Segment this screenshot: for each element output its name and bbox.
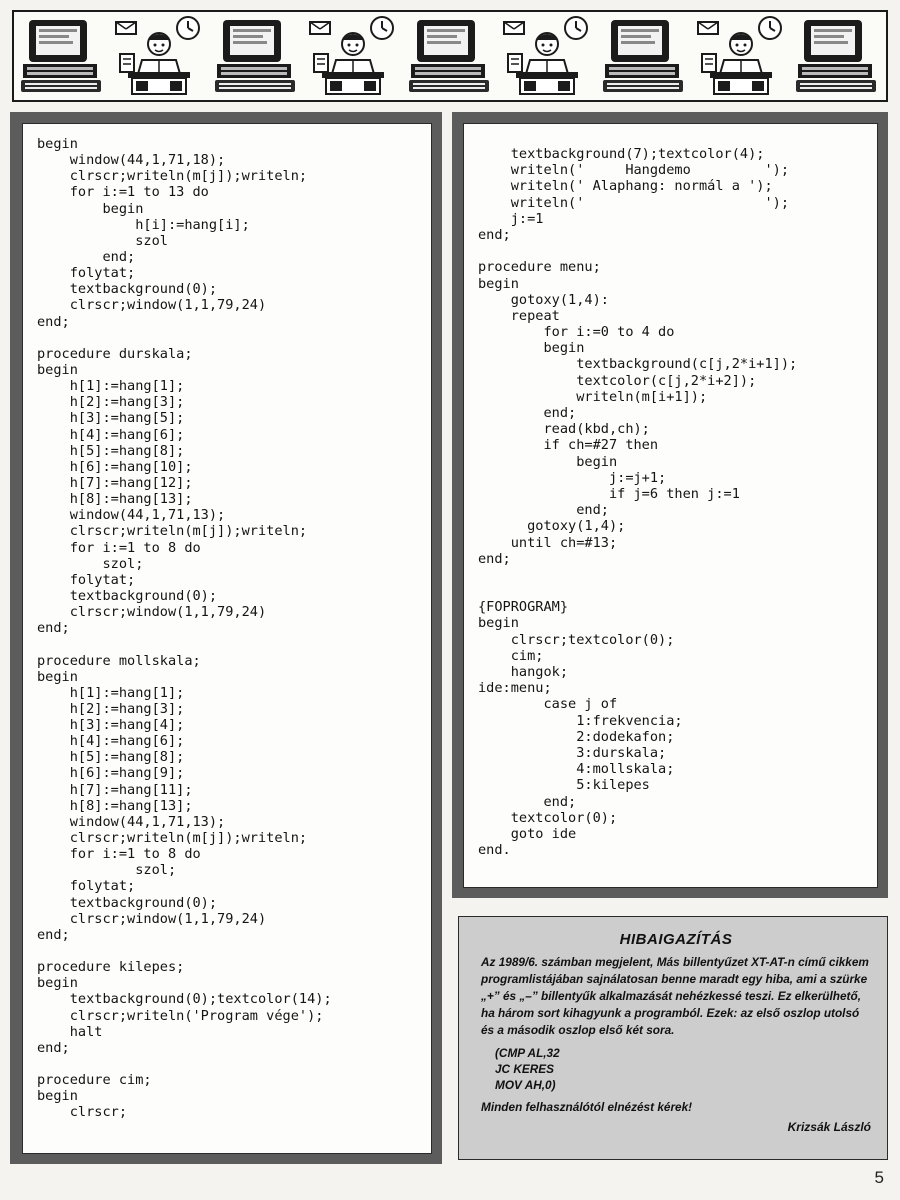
clerk-icon <box>696 14 786 98</box>
code-line: clrscr;window(1,1,79,24) <box>37 297 267 314</box>
clerk-icon <box>502 14 592 98</box>
code-line: gotoxy(1,4); <box>478 518 626 535</box>
code-line: end; <box>37 1039 70 1056</box>
notice-code-line: MOV AH,0) <box>495 1078 556 1092</box>
code-line: for i:=1 to 8 do <box>37 539 201 556</box>
code-line: end; <box>37 620 70 637</box>
code-line: szol; <box>37 555 144 572</box>
notice-body: Az 1989/6. számban megjelent, Más billentyűzet XT-AT-n című cikkem programlistájában sajnálatosan benne maradt egy hiba, ami a szürke „+” és „–” billentyűk alkalmazását nehézkessé teszi. Ez elkerülhető, ha három sort kihagyunk a programból. Ezek: az első oszlop utolsó és a második oszlop első két sora. <box>481 955 869 1037</box>
code-line: procedure kilepes; <box>37 959 185 976</box>
code-line: window(44,1,71,13); <box>37 507 226 524</box>
code-line: begin <box>37 136 78 152</box>
code-frame-left <box>10 112 442 1164</box>
code-listing-right <box>463 123 878 888</box>
notice-title: HIBAIGAZÍTÁS <box>619 931 733 948</box>
code-line: hangok; <box>478 664 569 680</box>
notice-code-line: JC KERES <box>495 1062 555 1076</box>
code-line: {FOPROGRAM} <box>478 599 569 616</box>
code-line: h[8]:=hang[13]; <box>37 797 193 814</box>
code-line: procedure mollskala; <box>37 652 201 669</box>
code-line: end; <box>37 313 70 330</box>
code-line: procedure durskala; <box>37 345 193 362</box>
code-line: begin <box>37 200 144 217</box>
code-line: end; <box>37 926 70 943</box>
code-listing-left <box>22 123 432 1154</box>
code-line <box>478 583 871 599</box>
code-line: j:=j+1; <box>478 469 667 486</box>
code-line: j:=1 <box>478 210 544 227</box>
code-line: writeln(' Hangdemo '); <box>478 162 789 179</box>
code-line: folytat; <box>37 878 136 895</box>
code-line: clrscr;window(1,1,79,24) <box>37 910 267 927</box>
code-line: begin <box>478 275 519 292</box>
code-line: end; <box>478 550 511 567</box>
notice-apology: Minden felhasználótól elnézést kérek! <box>481 1100 693 1114</box>
code-line: if j=6 then j:=1 <box>478 485 740 502</box>
code-line: clrscr;writeln(m[j]);writeln; <box>37 523 308 540</box>
code-line: begin <box>37 668 78 685</box>
code-line: h[8]:=hang[13]; <box>37 491 193 508</box>
code-line: end; <box>478 405 577 421</box>
code-line <box>37 636 425 652</box>
code-line <box>478 243 871 259</box>
clerk-icon <box>114 14 204 98</box>
code-line: clrscr;window(1,1,79,24) <box>37 604 267 621</box>
code-line: h[5]:=hang[8]; <box>37 442 185 459</box>
code-line: end. <box>478 842 511 859</box>
computer-icon <box>405 14 495 98</box>
code-line: for i:=1 to 13 do <box>37 184 209 201</box>
code-line: clrscr;writeln(m[j]);writeln; <box>37 830 308 847</box>
code-line: h[2]:=hang[3]; <box>37 394 185 411</box>
code-line: clrscr;writeln('Program vége'); <box>37 1007 324 1024</box>
notice-code <box>495 1045 871 1093</box>
code-line: writeln(' Alaphang: normál a '); <box>478 178 773 195</box>
code-line: textbackground(0);textcolor(14); <box>37 991 332 1008</box>
code-line: folytat; <box>37 265 136 282</box>
code-line: 5:kilepes <box>478 777 650 794</box>
code-line: procedure cim; <box>37 1072 152 1089</box>
code-line: 2:dodekafon; <box>478 728 675 745</box>
code-line: 3:durskala; <box>478 744 667 761</box>
code-line: end; <box>37 248 136 265</box>
code-line: writeln(' '); <box>478 194 789 211</box>
code-line: begin <box>37 361 78 378</box>
code-line: h[1]:=hang[1]; <box>37 684 185 701</box>
code-line: textcolor(0); <box>478 809 618 826</box>
code-line: repeat <box>478 307 560 324</box>
code-line: h[4]:=hang[6]; <box>37 733 185 750</box>
code-line: clrscr;writeln(m[j]);writeln; <box>37 168 308 185</box>
computer-icon <box>17 14 107 98</box>
code-line: clrscr;textcolor(0); <box>478 631 675 648</box>
code-line <box>37 1056 425 1072</box>
code-line: case j of <box>478 696 618 713</box>
code-line: procedure menu; <box>478 259 601 276</box>
computer-icon <box>599 14 689 98</box>
code-line: cim; <box>478 647 544 664</box>
code-line: textbackground(c[j,2*i+1]); <box>478 356 798 373</box>
code-line: textbackground(0); <box>37 894 218 911</box>
code-line: 1:frekvencia; <box>478 712 683 729</box>
code-line <box>37 330 425 346</box>
code-line: 4:mollskala; <box>478 761 675 778</box>
computer-icon <box>211 14 301 98</box>
code-line: end; <box>478 793 577 810</box>
code-line: for i:=1 to 8 do <box>37 846 201 863</box>
code-line: h[4]:=hang[6]; <box>37 426 185 443</box>
code-line: begin <box>478 453 618 470</box>
code-line: for i:=0 to 4 do <box>478 324 675 341</box>
code-line: read(kbd,ch); <box>478 421 650 438</box>
code-frame-right <box>452 112 888 898</box>
code-line: h[1]:=hang[1]; <box>37 378 185 395</box>
code-line: writeln(m[i+1]); <box>478 388 708 405</box>
code-line: end; <box>478 226 511 243</box>
code-line: ide:menu; <box>478 680 552 697</box>
code-line: textbackground(7);textcolor(4); <box>478 146 765 162</box>
code-line: textbackground(0); <box>37 281 218 298</box>
notice-author: Krizsák László <box>787 1120 871 1134</box>
code-line <box>37 943 425 959</box>
code-line: szol <box>37 232 168 249</box>
code-line: h[6]:=hang[10]; <box>37 458 193 475</box>
code-line: h[5]:=hang[8]; <box>37 749 185 766</box>
code-line: goto ide <box>478 825 577 842</box>
header-banner <box>12 10 888 102</box>
code-line: window(44,1,71,18); <box>37 152 226 169</box>
page-number: 5 <box>874 1168 884 1187</box>
code-line: if ch=#27 then <box>478 437 659 454</box>
clerk-icon <box>308 14 398 98</box>
code-line: gotoxy(1,4): <box>478 291 609 308</box>
computer-icon <box>792 14 882 98</box>
code-line: h[i]:=hang[i]; <box>37 216 250 233</box>
code-line: begin <box>37 975 78 992</box>
code-line: begin <box>478 340 585 357</box>
code-line: clrscr; <box>37 1104 128 1121</box>
correction-notice <box>458 916 888 1160</box>
code-line: h[7]:=hang[11]; <box>37 781 193 798</box>
code-line: folytat; <box>37 571 136 588</box>
code-line: szol; <box>37 862 177 879</box>
code-line: h[2]:=hang[3]; <box>37 700 185 717</box>
code-line: h[7]:=hang[12]; <box>37 474 193 491</box>
code-line: begin <box>37 1088 78 1105</box>
code-line: textcolor(c[j,2*i+2]); <box>478 372 757 389</box>
code-line: textbackground(0); <box>37 587 218 604</box>
code-line: h[6]:=hang[9]; <box>37 765 185 782</box>
code-line: h[3]:=hang[4]; <box>37 717 185 734</box>
code-line: h[3]:=hang[5]; <box>37 410 185 427</box>
code-line <box>478 567 871 583</box>
code-line: begin <box>478 615 519 632</box>
code-line: end; <box>478 502 609 519</box>
code-line: window(44,1,71,13); <box>37 813 226 830</box>
notice-code-line: (CMP AL,32 <box>495 1046 560 1060</box>
code-line: halt <box>37 1023 103 1040</box>
code-line: until ch=#13; <box>478 534 618 551</box>
